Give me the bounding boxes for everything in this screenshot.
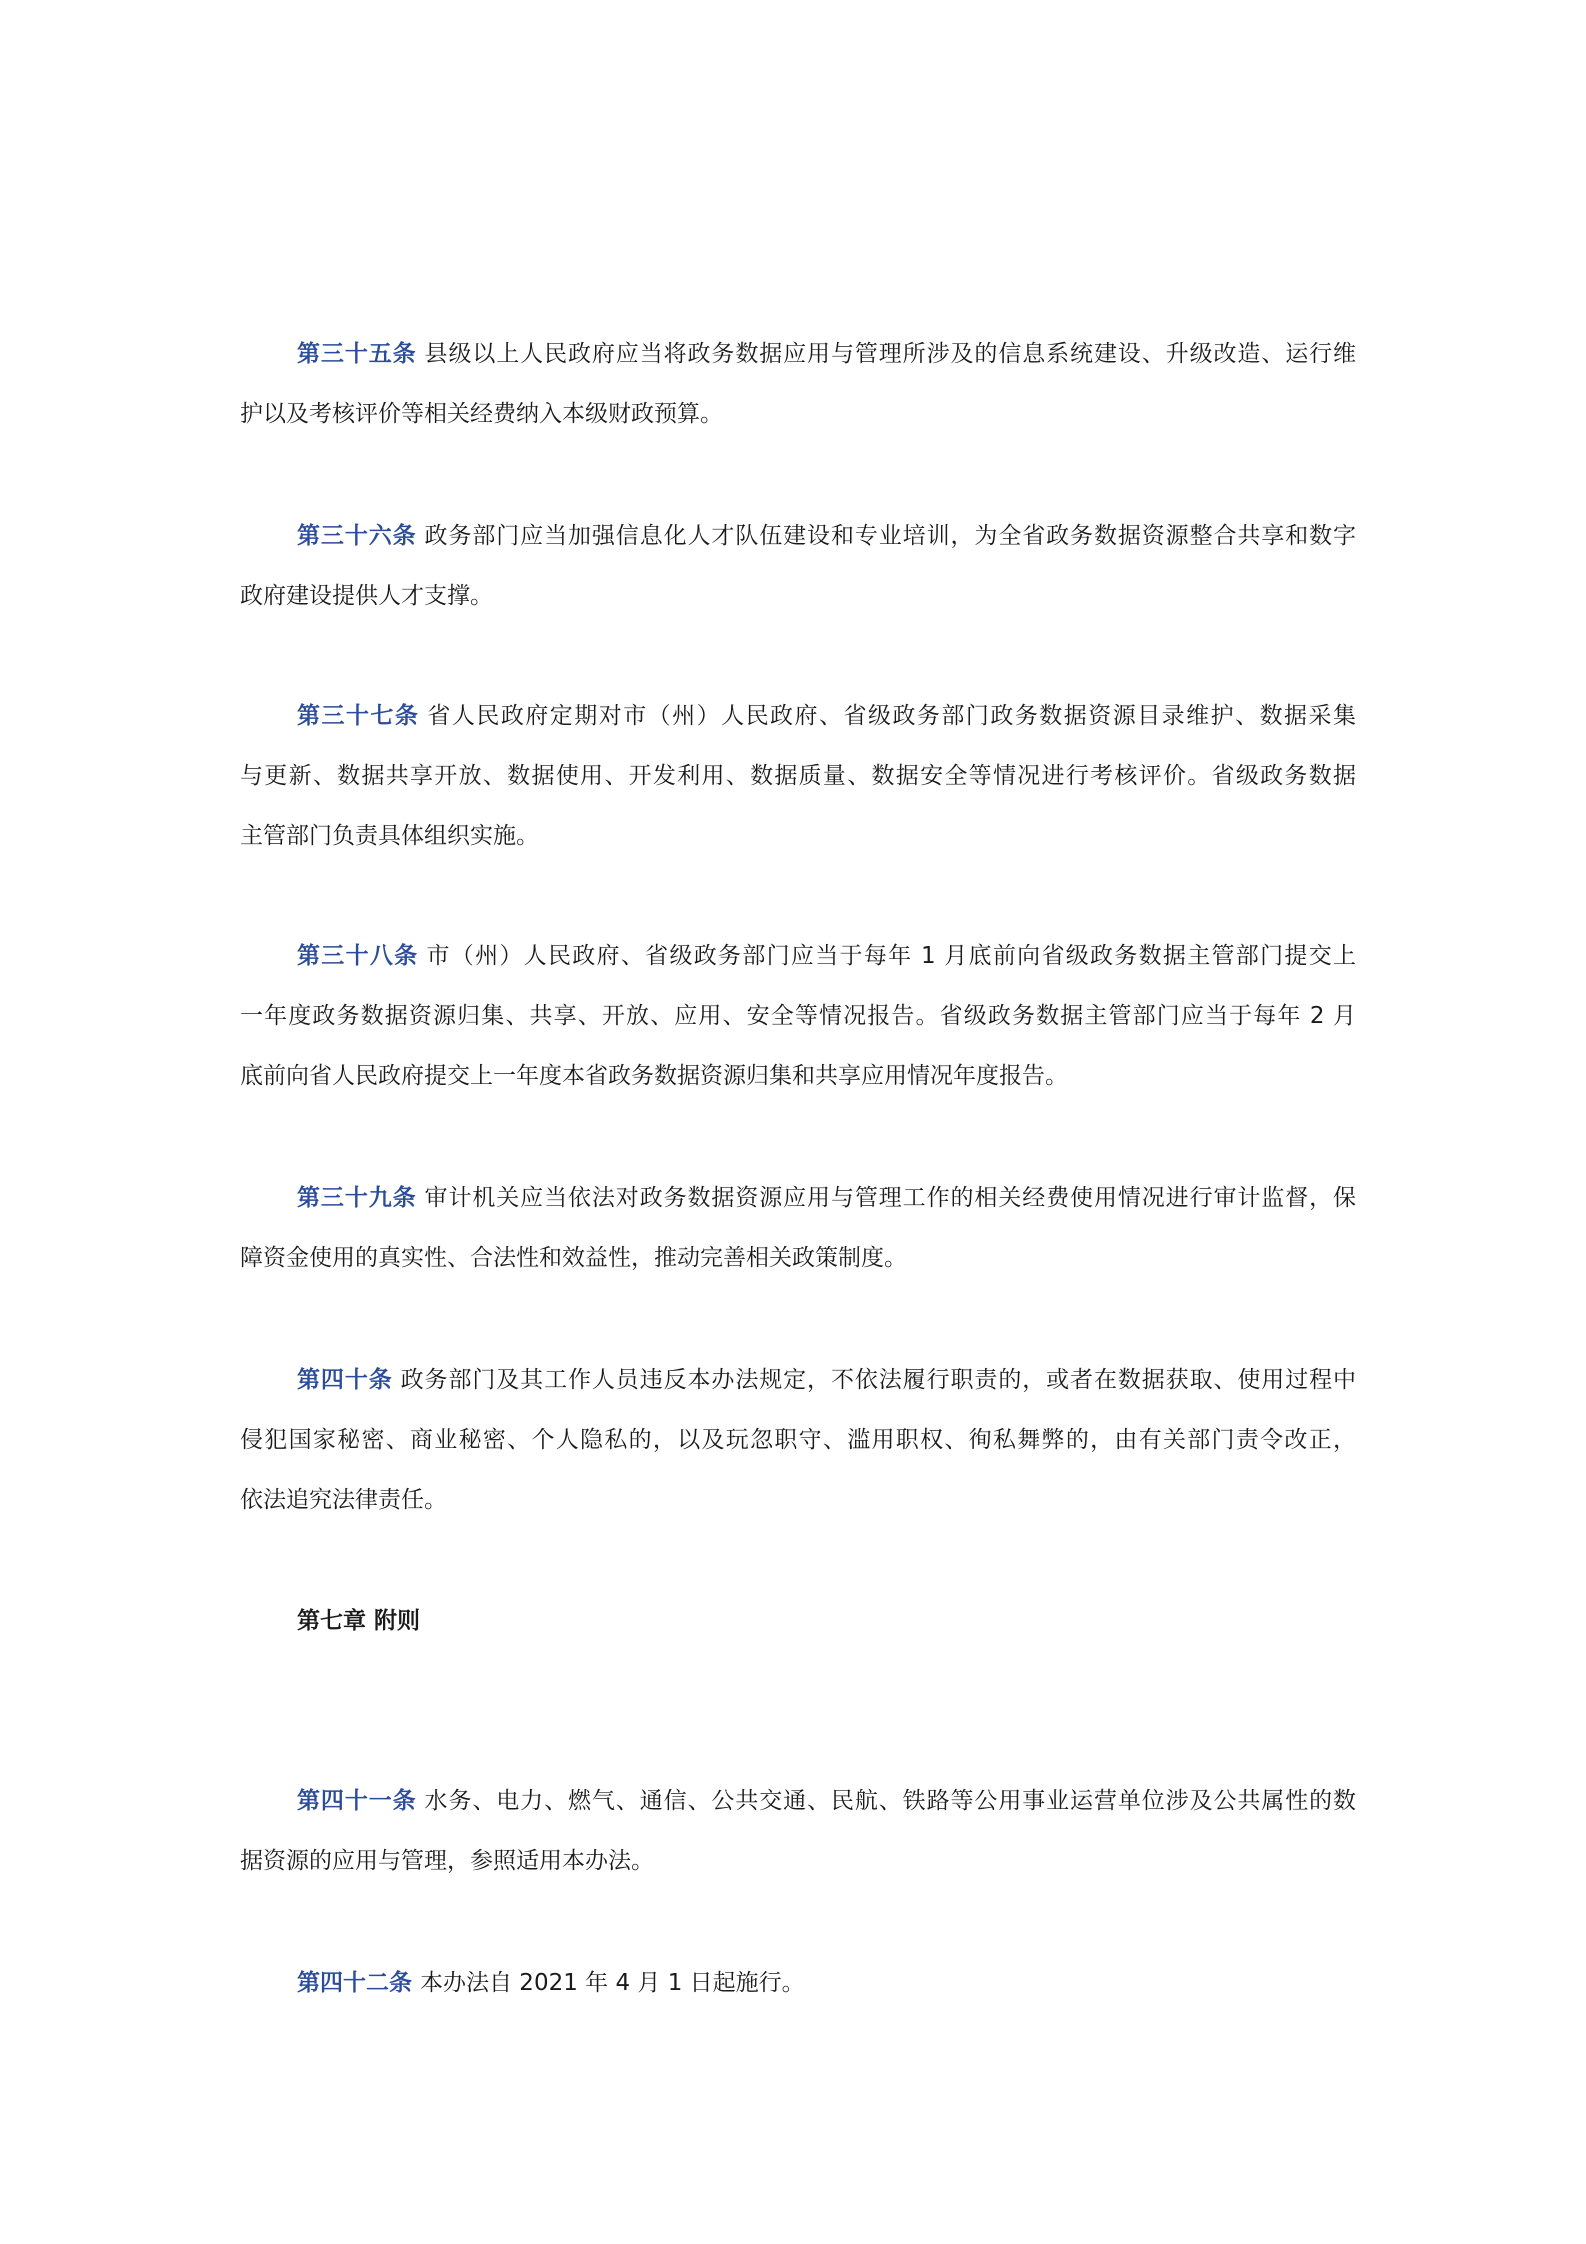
article-text: 政府建设提供人才支撑。 — [240, 583, 493, 609]
article-text: 审计机关应当依法对政务数据资源应用与管理工作的相关经费使用情况进行审计监督，保 — [424, 1185, 1356, 1211]
article-text: 县级以上人民政府应当将政务数据应用与管理所涉及的信息系统建设、升级改造、运行维 — [424, 341, 1356, 367]
article-number: 第三十七条 — [297, 703, 420, 729]
paragraph-line — [240, 1953, 1356, 2013]
article-text: 与更新、数据共享开放、数据使用、开发利用、数据质量、数据安全等情况进行考核评价。省级政务数据 — [240, 763, 1356, 789]
paragraph-line — [240, 566, 1356, 626]
article-text: 侵犯国家秘密、商业秘密、个人隐私的，以及玩忽职守、滥用职权、徇私舞弊的，由有关部门责令改正， — [240, 1427, 1356, 1453]
paragraph-line — [240, 686, 1356, 746]
article-text: 障资金使用的真实性、合法性和效益性，推动完善相关政策制度。 — [240, 1245, 907, 1271]
paragraph-line — [240, 506, 1356, 566]
chapter-heading: 第七章 附则 — [297, 1608, 421, 1634]
article-text: 政务部门应当加强信息化人才队伍建设和专业培训，为全省政务数据资源整合共享和数字 — [424, 523, 1356, 549]
article-paragraph — [240, 324, 1356, 444]
paragraph-line — [240, 1046, 1356, 1106]
article-paragraph — [240, 506, 1356, 626]
article-text: 护以及考核评价等相关经费纳入本级财政预算。 — [240, 401, 723, 427]
paragraph-line — [240, 1168, 1356, 1228]
article-number: 第三十六条 — [297, 523, 417, 549]
paragraph-line — [240, 1771, 1356, 1831]
article-text: 底前向省人民政府提交上一年度本省政务数据资源归集和共享应用情况年度报告。 — [240, 1063, 1068, 1089]
article-paragraph — [240, 1350, 1356, 1530]
article-paragraph — [240, 686, 1356, 866]
article-text: 市（州）人民政府、省级政务部门应当于每年 1 月底前向省级政务数据主管部门提交上 — [426, 943, 1356, 969]
article-text: 本办法自 2021 年 4 月 1 日起施行。 — [420, 1970, 805, 1996]
article-number: 第四十条 — [297, 1367, 393, 1393]
article-text: 主管部门负责具体组织实施。 — [240, 823, 539, 849]
article-number: 第四十一条 — [297, 1788, 417, 1814]
article-text: 水务、电力、燃气、通信、公共交通、民航、铁路等公用事业运营单位涉及公共属性的数 — [424, 1788, 1356, 1814]
article-text: 一年度政务数据资源归集、共享、开放、应用、安全等情况报告。省级政务数据主管部门应当于每年 2 月 — [240, 1003, 1356, 1029]
article-number: 第三十九条 — [297, 1185, 417, 1211]
article-paragraph — [240, 1168, 1356, 1288]
article-text: 省人民政府定期对市（州）人民政府、省级政务部门政务数据资源目录维护、数据采集 — [427, 703, 1356, 729]
paragraph-line — [240, 1228, 1356, 1288]
article-number: 第三十八条 — [297, 943, 419, 969]
article-paragraph — [240, 1771, 1356, 1891]
article-number: 第三十五条 — [297, 341, 417, 367]
paragraph-line — [240, 384, 1356, 444]
article-number: 第四十二条 — [297, 1970, 412, 1996]
paragraph-line — [240, 1410, 1356, 1470]
article-paragraph — [240, 926, 1356, 1106]
article-text: 政务部门及其工作人员违反本办法规定，不依法履行职责的，或者在数据获取、使用过程中 — [400, 1367, 1356, 1393]
article-text: 依法追究法律责任。 — [240, 1487, 447, 1513]
paragraph-line — [240, 926, 1356, 986]
paragraph-line — [240, 746, 1356, 806]
paragraph-line — [240, 324, 1356, 384]
paragraph-line — [240, 1350, 1356, 1410]
paragraph-line — [240, 806, 1356, 866]
article-text: 据资源的应用与管理，参照适用本办法。 — [240, 1848, 654, 1874]
paragraph-line — [240, 1831, 1356, 1891]
article-paragraph — [240, 1953, 1356, 2013]
paragraph-line — [240, 1470, 1356, 1530]
paragraph-line — [240, 986, 1356, 1046]
